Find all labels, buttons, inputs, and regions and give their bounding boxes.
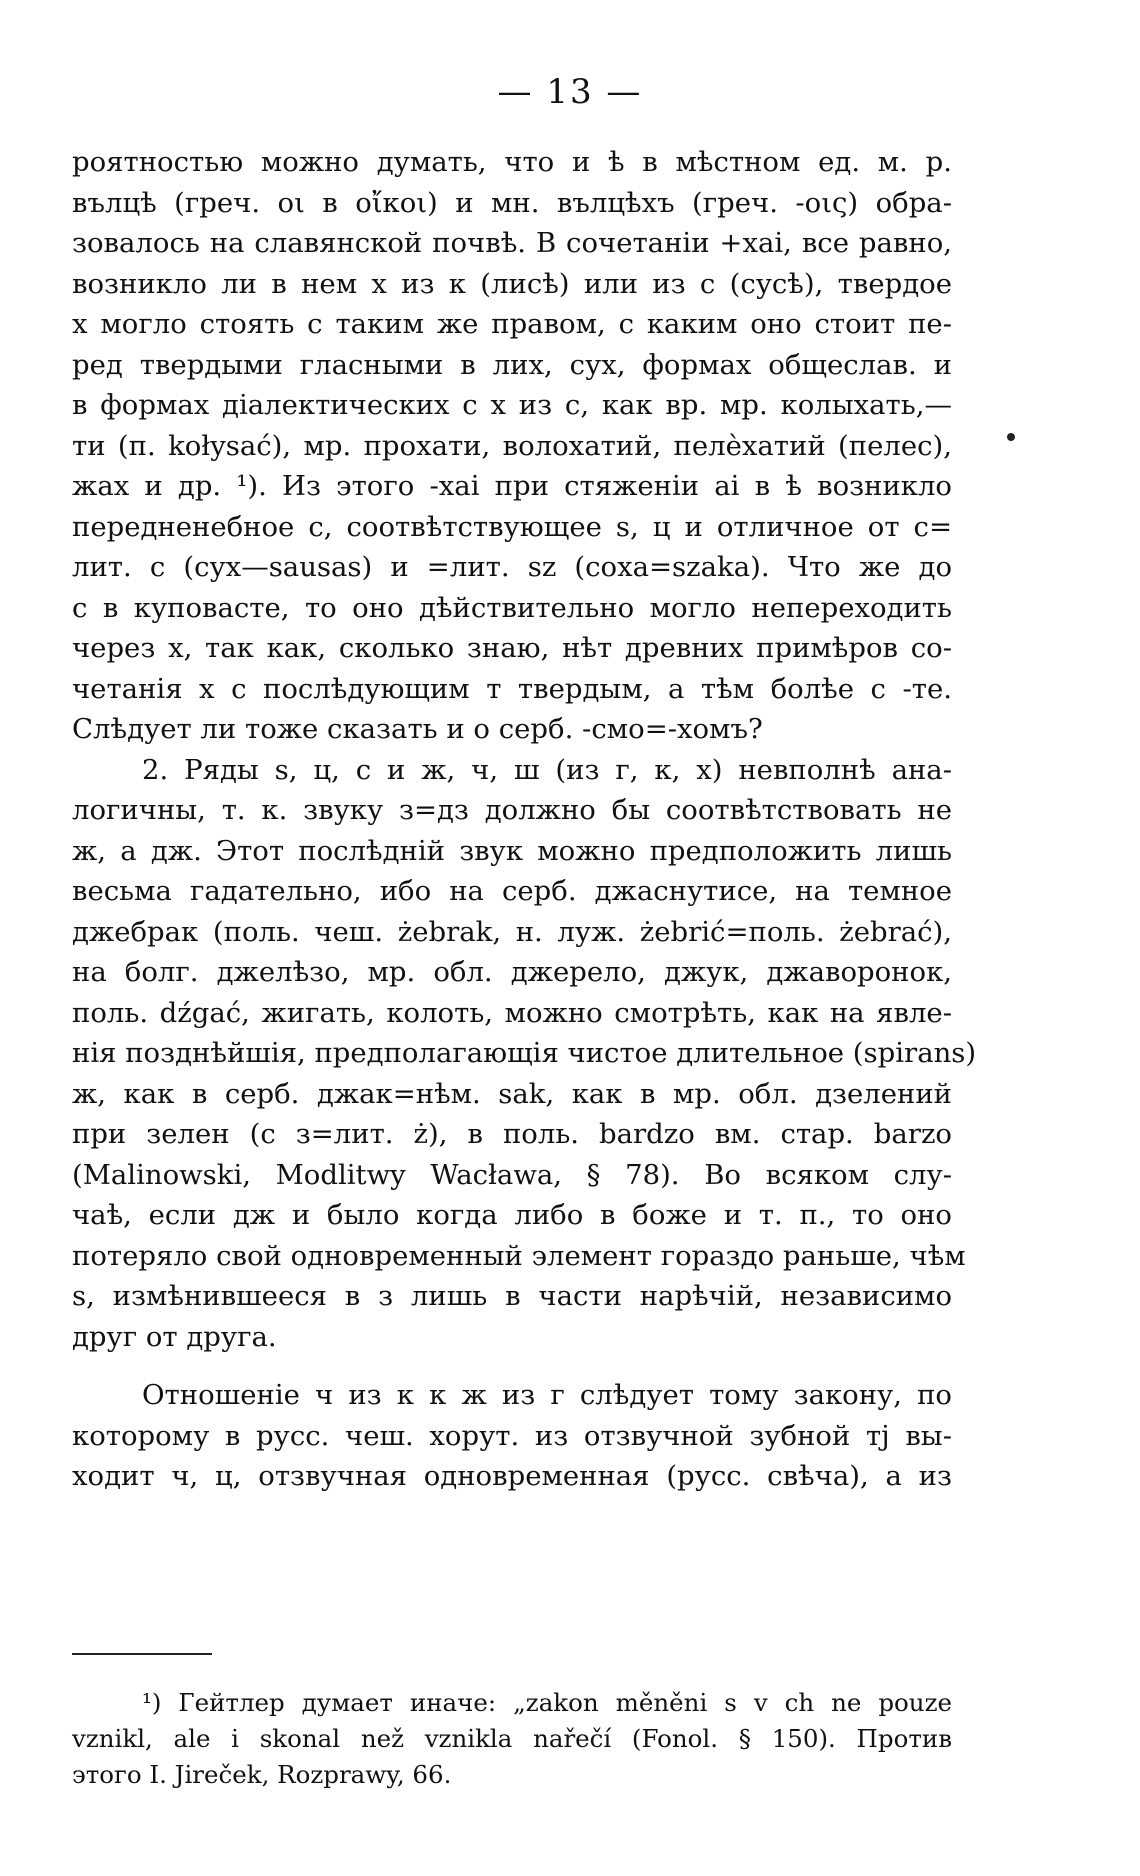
text-line: вълцѣ (греч. οι в οἴκοι) и мн. вълцѣхъ (греч. -οις) обра- <box>72 186 952 219</box>
text-line: четанія х с послѣдующим т твердым, а тѣм болѣе с -те. <box>72 672 952 705</box>
text-line: ти (п. kołysać), мр. прохати, волохатий, пелѐхатий (пелес), <box>72 429 952 462</box>
text-line: чаѣ, если дж и было когда либо в боже и т. п., то оно <box>72 1199 952 1231</box>
text-line: ред твердыми гласными в лих, сух, формах общеслав. и <box>72 348 952 381</box>
text-line: х могло стоять с таким же правом, с каким оно стоит пе- <box>72 308 952 340</box>
page-number: — 13 — <box>497 72 643 112</box>
footnote <box>72 1685 952 1793</box>
text-line: ж, как в серб. джак=нѣм. sak, как в мр. обл. дзелений <box>72 1077 952 1110</box>
text-line: на болг. джелѣзо, мр. обл. джерело, джук, джаворонок, <box>72 956 952 988</box>
text-line: при зелен (с з=лит. ż), в поль. bardzo вм. стар. barzo <box>72 1118 952 1150</box>
paragraph-1 <box>72 142 952 750</box>
paragraph-2 <box>72 750 977 1358</box>
text-line: ходит ч, ц, отзвучная одновременная (русс. свѣча), а из <box>72 1460 952 1492</box>
text-line: которому в русс. чеш. хорут. из отзвучной зубной тј вы- <box>72 1419 952 1452</box>
text-line: s, измѣнившееся в з лишь в части нарѣчій, независимо <box>72 1280 952 1312</box>
text-line: через х, так как, сколько знаю, нѣт древних примѣров со- <box>72 632 952 664</box>
paragraph-3 <box>72 1375 952 1497</box>
footnote-line: ¹) Гейтлер думает иначе: „zakon měněni s v ch ne pouze <box>142 1688 952 1717</box>
text-line: лит. с (сух—sausas) и =лит. sz (соха=szaka). Что же до <box>72 551 952 583</box>
paragraph-gap <box>72 1357 952 1375</box>
footnote-line: этого I. Jireček, Rozprawy, 66. <box>72 1760 452 1789</box>
text-line: Слѣдует ли тоже сказать и о серб. -смо=-хомъ? <box>72 713 763 745</box>
footnote-divider <box>72 1653 212 1655</box>
text-line: роятностью можно думать, что и ѣ в мѣстном ед. м. р. <box>72 146 952 178</box>
body-text <box>72 142 977 1497</box>
text-line: Отношеніе ч из к к ж из г слѣдует тому закону, по <box>142 1379 952 1411</box>
text-line: ж, а дж. Этот послѣдній звук можно предположить лишь <box>72 834 952 867</box>
text-line: возникло ли в нем х из к (лисѣ) или из с (сусѣ), твердое <box>72 267 952 300</box>
text-line: поль. dźgać, жигать, колоть, можно смотрѣть, как на явле- <box>72 996 952 1029</box>
text-line: зовалось на славянской почвѣ. В сочетаніи +хаі, все равно, <box>72 227 952 259</box>
text-line: потеряло свой одновременный элемент гораздо раньше, чѣм <box>72 1239 966 1272</box>
text-line: нія позднѣйшія, предполагающія чистое длительное (spirans) <box>72 1037 977 1069</box>
text-line: логичны, т. к. звуку з=дз должно бы соотвѣтствовать не <box>72 794 952 826</box>
text-line: 2. Ряды s, ц, с и ж, ч, ш (из г, к, х) невполнѣ ана- <box>142 753 952 786</box>
footnote-line: vznikl, ale i skonal než vznikla nařečí (Fonol. § 150). Против <box>72 1724 952 1753</box>
ink-spot <box>1007 433 1015 441</box>
text-line: жах и др. ¹). Из этого -хаі при стяженіи аі в ѣ возникло <box>72 470 952 502</box>
text-line: друг от друга. <box>72 1320 277 1353</box>
text-line: (Malinowski, Modlitwy Wacława, § 78). Во всяком слу- <box>72 1158 952 1191</box>
text-line: в формах діалектических с х из с, как вр. мр. колыхать,— <box>72 389 952 421</box>
text-line: джебрак (поль. чеш. żebrak, н. луж. żebrić=поль. żebrać), <box>72 915 952 948</box>
text-line: передненебное с, соотвѣтствующее s, ц и отличное от с= <box>72 510 952 543</box>
text-line: весьма гадательно, ибо на серб. джаснутисе, на темное <box>72 875 952 907</box>
text-line: с в куповасте, то оно дѣйствительно могло непереходить <box>72 591 952 624</box>
